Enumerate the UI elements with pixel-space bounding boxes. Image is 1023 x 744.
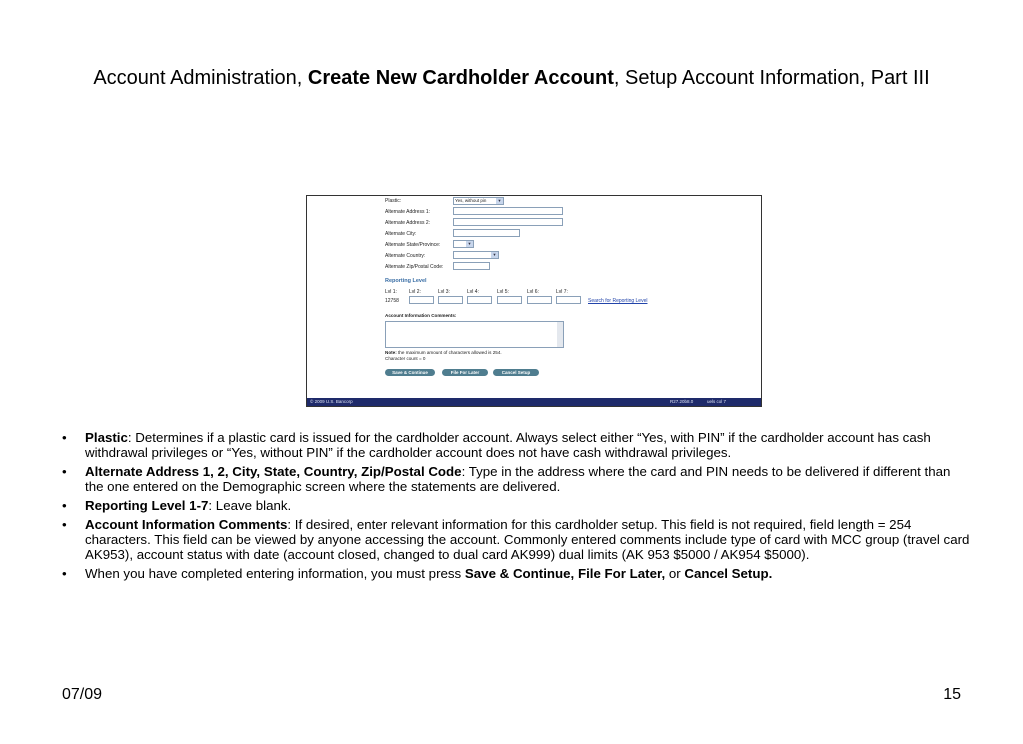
lvl6-label: Lvl 6: bbox=[527, 289, 539, 295]
bullet-text: or bbox=[665, 566, 685, 581]
file-for-later-button[interactable]: File For Later bbox=[442, 369, 488, 376]
bullet-text: : Determines if a plastic card is issued for the cardholder account. Always select either “Yes, with PIN” if the cardholder account has cash withdrawal privileges or “Yes, without PIN” if the cardholder account does not have cash withdrawal privileges. bbox=[85, 430, 931, 460]
chevron-down-icon: ▼ bbox=[467, 241, 472, 246]
title-suffix: , Setup Account Information, Part III bbox=[613, 67, 930, 89]
comments-label: Account Information Comments: bbox=[385, 313, 457, 318]
alt-zip-label: Alternate Zip/Postal Code: bbox=[385, 264, 444, 270]
bullet-text: When you have completed entering information, you must press bbox=[85, 566, 465, 581]
lvl1-label: Lvl 1: bbox=[385, 289, 397, 295]
copyright-text: © 2009 U.S. Bancorp bbox=[310, 399, 353, 404]
slide-title bbox=[40, 64, 983, 92]
alt-city-input[interactable] bbox=[453, 229, 520, 237]
lvl2-input[interactable] bbox=[409, 296, 434, 304]
alt-address2-label: Alternate Address 2: bbox=[385, 220, 431, 226]
alt-country-label: Alternate Country: bbox=[385, 253, 426, 259]
bullet-text: : Leave blank. bbox=[208, 498, 292, 513]
alt-city-label: Alternate City: bbox=[385, 231, 417, 237]
lvl2-label: Lvl 2: bbox=[409, 289, 421, 295]
slide-date: 07/09 bbox=[62, 686, 103, 703]
version-text: R27.20b8.0 bbox=[670, 399, 694, 404]
bullet-completion bbox=[60, 566, 970, 581]
note-line bbox=[385, 350, 502, 355]
lvl4-input[interactable] bbox=[467, 296, 492, 304]
textarea-scrollbar[interactable] bbox=[557, 322, 563, 347]
lvl4-label: Lvl 4: bbox=[467, 289, 479, 295]
bullet-plastic bbox=[60, 430, 970, 460]
embedded-screenshot bbox=[306, 195, 762, 407]
alt-address2-input[interactable] bbox=[453, 218, 563, 226]
save-continue-button[interactable]: Save & Continue bbox=[385, 369, 435, 376]
lvl7-input[interactable] bbox=[556, 296, 581, 304]
lvl3-label: Lvl 3: bbox=[438, 289, 450, 295]
alt-address1-input[interactable] bbox=[453, 207, 563, 215]
lvl3-input[interactable] bbox=[438, 296, 463, 304]
bullet-term: Save & Continue, File For Later, bbox=[464, 566, 666, 581]
bullet-alternate-address bbox=[60, 464, 970, 494]
bullet-term: Alternate Address 1, 2, City, State, Country, Zip/Postal Code bbox=[85, 464, 462, 479]
chevron-down-icon: ▼ bbox=[492, 252, 497, 257]
alt-state-label: Alternate State/Province: bbox=[385, 242, 441, 248]
lvl1-value: 12758 bbox=[385, 298, 399, 304]
cancel-setup-button[interactable]: Cancel Setup bbox=[493, 369, 539, 376]
reporting-level-header: Reporting Level bbox=[385, 278, 427, 284]
bullet-text: : Type in the address where the card and PIN needs to be delivered if different than the one entered on the Demographic screen where the statements are delivered. bbox=[85, 464, 951, 494]
plastic-select[interactable] bbox=[453, 197, 504, 205]
bullet-term: Account Information Comments bbox=[85, 517, 288, 532]
alt-country-select[interactable] bbox=[453, 251, 499, 259]
note-text: the maximum amount of characters allowed is 254. bbox=[396, 350, 502, 355]
bullet-reporting-level bbox=[60, 498, 970, 513]
page-number: 15 bbox=[943, 686, 961, 703]
alt-zip-input[interactable] bbox=[453, 262, 490, 270]
lvl5-label: Lvl 5: bbox=[497, 289, 509, 295]
title-bold: Create New Cardholder Account bbox=[307, 67, 614, 89]
bullet-list bbox=[60, 430, 970, 585]
comments-textarea[interactable] bbox=[385, 321, 564, 348]
title-prefix: Account Administration, bbox=[93, 67, 308, 89]
bullet-term: Reporting Level 1-7 bbox=[85, 498, 209, 513]
lvl6-input[interactable] bbox=[527, 296, 552, 304]
alt-address1-label: Alternate Address 1: bbox=[385, 209, 431, 215]
chevron-down-icon: ▼ bbox=[497, 198, 502, 203]
plastic-label: Plastic: bbox=[385, 198, 402, 204]
lvl7-label: Lvl 7: bbox=[556, 289, 568, 295]
server-text: uels col 7 bbox=[707, 399, 727, 404]
plastic-value: Yes, without pin bbox=[455, 198, 487, 203]
character-count: Character count = 0 bbox=[385, 356, 426, 361]
screenshot-footer bbox=[307, 398, 761, 406]
alt-state-select[interactable] bbox=[453, 240, 474, 248]
bullet-comments bbox=[60, 517, 970, 562]
bullet-term: Plastic bbox=[85, 430, 128, 445]
search-reporting-level-link[interactable]: Search for Reporting Level bbox=[588, 298, 648, 304]
bullet-term: Cancel Setup. bbox=[684, 566, 773, 581]
note-bold: Note: bbox=[385, 350, 397, 355]
lvl5-input[interactable] bbox=[497, 296, 522, 304]
bullet-text: : If desired, enter relevant information for this cardholder setup. This field is not required, field length = 254 characters. This field can be viewed by anyone accessing the account. Commonly entered comments include type of card with MCC group (travel card AK953), account status with date (account closed, changed to dual card AK999) dual limits (AK 953 $5000 / AK954 $5000). bbox=[85, 517, 970, 562]
